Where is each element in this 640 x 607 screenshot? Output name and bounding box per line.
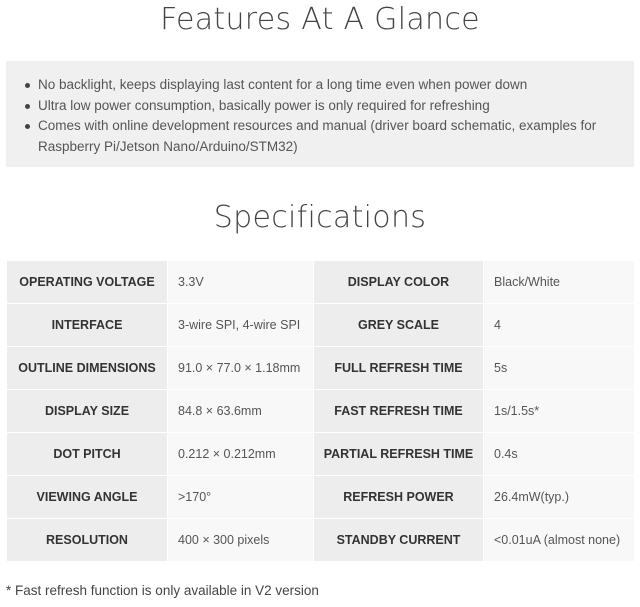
- table-row: [7, 476, 635, 519]
- table-row: [7, 433, 635, 476]
- spec-value: 3.3V: [168, 261, 314, 304]
- spec-label: FULL REFRESH TIME: [314, 347, 484, 390]
- spec-label: DISPLAY SIZE: [7, 390, 168, 433]
- spec-value: >170°: [168, 476, 314, 519]
- spec-value: 1s/1.5s*: [484, 390, 635, 433]
- spec-label: PARTIAL REFRESH TIME: [314, 433, 484, 476]
- spec-label: OUTLINE DIMENSIONS: [7, 347, 168, 390]
- table-row: [7, 261, 635, 304]
- feature-item: Comes with online development resources and manual (driver board schematic, examples for Raspberry Pi/Jetson Nano/Arduino/STM32): [38, 116, 620, 157]
- spec-label: RESOLUTION: [7, 519, 168, 562]
- spec-value: 91.0 × 77.0 × 1.18mm: [168, 347, 314, 390]
- spec-value: 84.8 × 63.6mm: [168, 390, 314, 433]
- table-row: [7, 519, 635, 562]
- table-row: [7, 304, 635, 347]
- spec-value: 3-wire SPI, 4-wire SPI: [168, 304, 314, 347]
- spec-value: Black/White: [484, 261, 635, 304]
- features-list: [20, 75, 620, 157]
- specifications-table: [6, 260, 635, 562]
- spec-label: STANDBY CURRENT: [314, 519, 484, 562]
- footnote: * Fast refresh function is only available in V2 version: [6, 583, 319, 598]
- spec-value: 0.212 × 0.212mm: [168, 433, 314, 476]
- spec-label: DOT PITCH: [7, 433, 168, 476]
- spec-label: DISPLAY COLOR: [314, 261, 484, 304]
- specifications-title: Specifications: [213, 200, 427, 235]
- table-row: [7, 390, 635, 433]
- spec-label: REFRESH POWER: [314, 476, 484, 519]
- feature-item: No backlight, keeps displaying last content for a long time even when power down: [38, 75, 620, 96]
- spec-value: 26.4mW(typ.): [484, 476, 635, 519]
- spec-value: 4: [484, 304, 635, 347]
- spec-label: OPERATING VOLTAGE: [7, 261, 168, 304]
- spec-value: <0.01uA (almost none): [484, 519, 635, 562]
- features-title: Features At A Glance: [160, 2, 480, 37]
- spec-label: FAST REFRESH TIME: [314, 390, 484, 433]
- features-list-box: [6, 61, 634, 167]
- spec-value: 400 × 300 pixels: [168, 519, 314, 562]
- spec-value: 0.4s: [484, 433, 635, 476]
- table-row: [7, 347, 635, 390]
- spec-label: INTERFACE: [7, 304, 168, 347]
- feature-item: Ultra low power consumption, basically power is only required for refreshing: [38, 96, 620, 117]
- spec-value: 5s: [484, 347, 635, 390]
- spec-label: VIEWING ANGLE: [7, 476, 168, 519]
- spec-label: GREY SCALE: [314, 304, 484, 347]
